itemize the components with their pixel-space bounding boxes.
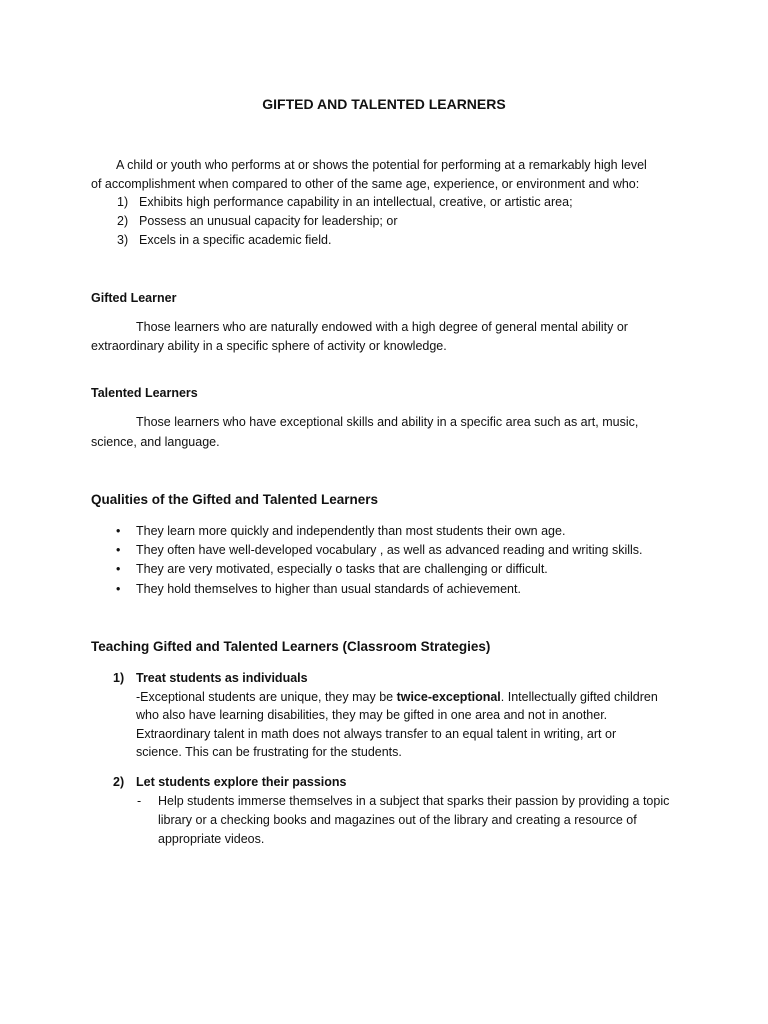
gifted-learner-heading: Gifted Learner — [91, 291, 177, 305]
strategy-line: science. This can be frustrating for the students. — [136, 745, 402, 759]
document-title: GIFTED AND TALENTED LEARNERS — [262, 96, 506, 112]
talented-learners-line: Those learners who have exceptional skills and ability in a specific area such as art, music, — [136, 415, 639, 429]
strategy-line: Help students immerse themselves in a subject that sparks their passion by providing a topic — [158, 794, 670, 808]
bullet-icon: • — [116, 582, 121, 596]
gifted-learner-line: Those learners who are naturally endowed with a high degree of general mental ability or — [136, 320, 628, 334]
strategy-text: -Exceptional students are unique, they may be — [136, 690, 397, 704]
strategy-number: 2) — [113, 775, 125, 789]
intro-item-text: Exhibits high performance capability in an intellectual, creative, or artistic area; — [139, 195, 573, 209]
bullet-icon: • — [116, 562, 121, 576]
qualities-item: They hold themselves to higher than usual standards of achievement. — [136, 582, 521, 596]
talented-learners-heading: Talented Learners — [91, 386, 198, 400]
qualities-heading: Qualities of the Gifted and Talented Learners — [91, 492, 379, 507]
intro-line: A child or youth who performs at or shows the potential for performing at a remarkably high level — [116, 158, 647, 172]
intro-item-number: 3) — [117, 233, 129, 247]
talented-learners-line: science, and language. — [91, 435, 220, 449]
strategy-bold-term: twice-exceptional — [396, 690, 501, 704]
intro-item-number: 2) — [117, 214, 129, 228]
dash-marker: - — [137, 794, 142, 808]
qualities-item: They are very motivated, especially o tasks that are challenging or difficult. — [136, 562, 548, 576]
intro-item-text: Excels in a specific academic field. — [139, 233, 332, 247]
intro-line: of accomplishment when compared to other of the same age, experience, or environment and who: — [91, 177, 640, 191]
qualities-item: They learn more quickly and independently than most students their own age. — [136, 524, 566, 538]
bullet-icon: • — [116, 524, 121, 538]
strategy-title: Treat students as individuals — [136, 671, 308, 685]
strategy-line: library or a checking books and magazines out of the library and creating a resource of — [158, 813, 637, 827]
strategy-line: appropriate videos. — [158, 832, 265, 846]
strategy-line — [136, 689, 658, 705]
gifted-learner-line: extraordinary ability in a specific sphere of activity or knowledge. — [91, 339, 447, 353]
qualities-item: They often have well-developed vocabulary , as well as advanced reading and writing skills. — [136, 543, 643, 557]
strategy-line: who also have learning disabilities, they may be gifted in one area and not in another. — [136, 708, 608, 722]
bullet-icon: • — [116, 543, 121, 557]
intro-item-number: 1) — [117, 195, 129, 209]
strategy-title: Let students explore their passions — [136, 775, 347, 789]
strategy-number: 1) — [113, 671, 125, 685]
intro-item-text: Possess an unusual capacity for leadership; or — [139, 214, 398, 228]
strategy-text: . Intellectually gifted children — [500, 690, 658, 704]
teaching-heading: Teaching Gifted and Talented Learners (Classroom Strategies) — [91, 639, 491, 654]
strategy-line: Extraordinary talent in math does not always transfer to an equal talent in writing, art or — [136, 727, 617, 741]
